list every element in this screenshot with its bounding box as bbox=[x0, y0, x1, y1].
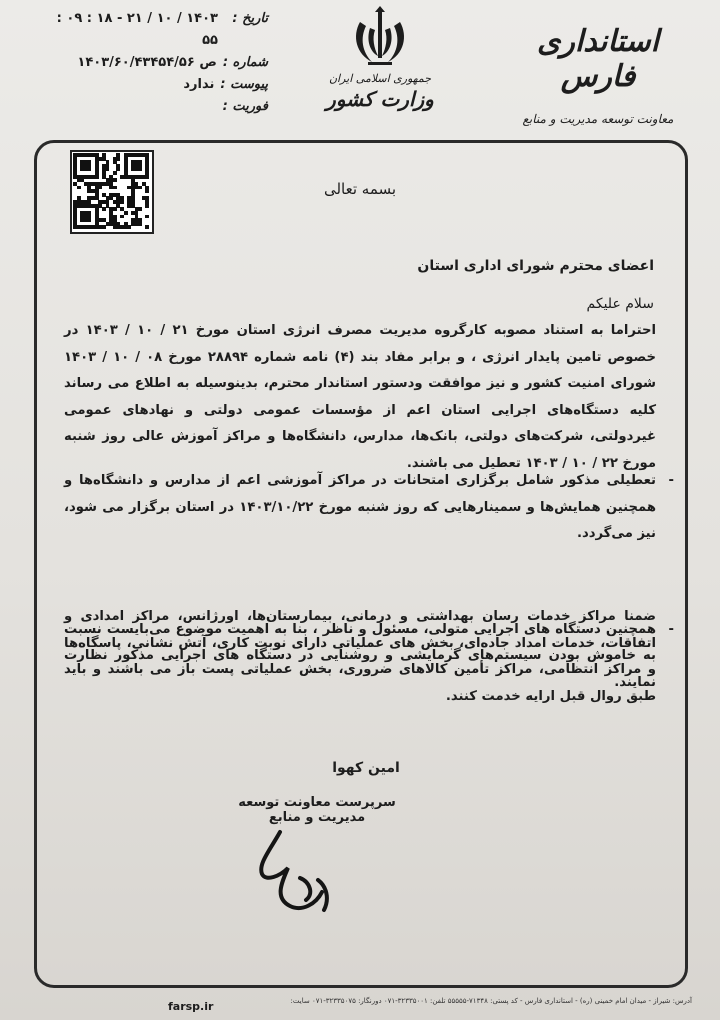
iran-emblem-block bbox=[320, 6, 440, 136]
signer-role: سرپرست معاونت توسعه مدیریت و منابع bbox=[238, 795, 396, 825]
qr-module bbox=[113, 207, 117, 211]
meta-label: فوریت : bbox=[222, 99, 268, 114]
qr-module bbox=[87, 167, 91, 171]
meta-row-number bbox=[38, 52, 268, 74]
meta-row-urgency bbox=[38, 96, 268, 118]
paragraph-exams: - تعطیلی مذکور شامل برگزاری امتحانات در مراکز آموزشی اعم از مدارس و دانشگاه‌ها و همچنین همایش‌ها و سمینارهایی که روز شنبه مورخ ۱۴۰۳/۱۰/۲۲ در استان برگزار می شود، نیز می‌گردد. bbox=[64, 468, 678, 548]
qr-module bbox=[95, 175, 99, 179]
qr-module bbox=[145, 204, 149, 208]
qr-module bbox=[116, 157, 120, 161]
emblem-country-text: جمهوری اسلامی ایران bbox=[328, 72, 432, 85]
qr-module bbox=[106, 167, 110, 171]
meta-row-date bbox=[38, 8, 268, 52]
greeting-line: سلام علیکم bbox=[586, 296, 654, 312]
paragraph-exceptions: ضمنا مراکز خدمات رسان بهداشتی و درمانی، بیمارستان‌ها، اورژانس، مراکز امدادی و اتفاقات، خدمات امداد جاده‌ای، بخش های عملیاتی دارای نوبت کاری، آتش نشانی، پاسگاه‌ها و مراکز انتظامی، مراکز تأمین کالاهای ضروری، بخش عملیاتی پست باز می باشند و باید طبق روال قبل ارایه خدمت کنند. bbox=[64, 609, 656, 704]
recipient-line: اعضای محترم شورای اداری استان bbox=[417, 258, 654, 274]
qr-module bbox=[127, 225, 131, 229]
footer-website: farsp.ir bbox=[168, 1000, 214, 1013]
governorate-subtitle: معاونت توسعه مدیریت و منابع bbox=[522, 112, 674, 126]
paragraph-supervision: - همچنین دستگاه های اجرایی متولی، مسئول و ناظر ، بنا به اهمیت موضوع می‌بایست نسبت به خاموش بودن سیستم‌های گرمایشی و روشنایی در دستگاه های اجرایی مذکور نظارت نمایند. bbox=[64, 617, 678, 697]
meta-label: پیوست : bbox=[220, 77, 268, 92]
qr-module bbox=[124, 211, 128, 215]
basmala-heading: بسمه تعالی bbox=[323, 180, 397, 198]
paragraph-announcement: احتراما به استناد مصوبه کارگروه مدیریت مصرف انرژی استان مورخ ۲۱ / ۱۰ / ۱۴۰۳ در خصوص تامین پایدار انرژی ، و برابر مفاد بند (۴) نامه شماره ۲۸۸۹۴ مورخ ۰۸ / ۱۰ / ۱۴۰۳ شورای امنیت کشور و نیز موافقت ودستور استاندار محترم، بدینوسیله به اطلاع می رساند کلیه دستگاه‌های اجرایی استان اعم از مؤسسات عمومی دولتی و نهادهای عمومی غیردولتی، شرکت‌های دولتی، بانک‌ها، مدارس، دانشگاه‌ها و مراکز آموزش عالی روز شنبه مورخ ۲۲ / ۱۰ / ۱۴۰۳ تعطیل می باشند. bbox=[64, 323, 657, 471]
qr-module bbox=[120, 215, 124, 219]
meta-attachment-value: ندارد bbox=[183, 77, 215, 92]
meta-row-attachment bbox=[38, 74, 268, 96]
letter-meta-block bbox=[38, 8, 268, 118]
qr-module bbox=[102, 225, 106, 229]
qr-module bbox=[120, 200, 124, 204]
footer-address: آدرس: شیراز - میدان امام خمینی (ره) - استانداری فارس - کد پستی: ۷۱۳۴۸-۵۵۵۵۵ تلفن: ۳۲۳۳۵۰۰۱-۰۷۱ دورنگار: ۳۲۳۳۵۰۷۵-۰۷۱ سایت: bbox=[290, 997, 692, 1005]
meta-label: شماره : bbox=[222, 55, 268, 70]
qr-module bbox=[145, 225, 149, 229]
qr-module bbox=[116, 167, 120, 171]
meta-date-value: ۱۴۰۳ / ۱۰ / ۲۱ - ۱۸ : ۰۹ : ۵۵ bbox=[56, 11, 218, 48]
qr-module bbox=[138, 207, 142, 211]
governorate-header bbox=[498, 24, 698, 126]
qr-module bbox=[102, 207, 106, 211]
governorate-title: استانداری فارس bbox=[536, 24, 660, 94]
meta-number-value: ص ۱۴۰۳/۶۰/۴۳۴۵۴/۵۶ bbox=[77, 55, 217, 70]
iran-emblem-icon bbox=[348, 6, 412, 70]
qr-module bbox=[145, 215, 149, 219]
qr-module bbox=[145, 175, 149, 179]
qr-module bbox=[113, 171, 117, 175]
qr-module bbox=[87, 218, 91, 222]
meta-label: تاریخ : bbox=[232, 11, 268, 26]
emblem-ministry-text: وزارت کشور bbox=[326, 87, 434, 111]
signer-name: امین کهوا bbox=[332, 760, 400, 776]
qr-module bbox=[138, 222, 142, 226]
qr-module bbox=[138, 167, 142, 171]
handwritten-signature-icon bbox=[240, 820, 350, 920]
